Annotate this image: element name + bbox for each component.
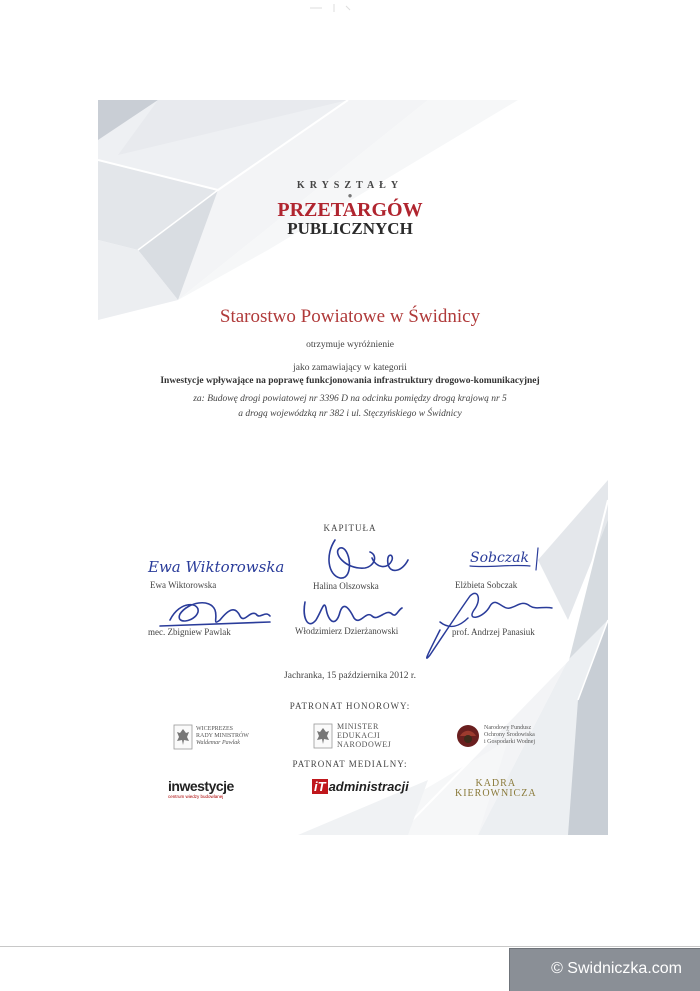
sponsor-1-line-1: WICEPREZES: [196, 726, 233, 732]
reason-line-2: a drogą wojewódzką nr 382 i ul. Stęczyńskiego w Świdnicy: [238, 409, 462, 419]
scan-edge: [0, 946, 700, 947]
sponsor-deputy-pm: [196, 726, 249, 747]
signatures: [140, 530, 580, 670]
media-logo-inwestycje: [168, 778, 234, 799]
member-1: Ewa Wiktorowska: [150, 580, 217, 590]
sponsor-3-line-1: Narodowy Fundusz: [484, 725, 532, 731]
sponsor-3-line-2: Ochrony Środowiska: [484, 732, 535, 738]
media-logo-kadra-kierownicza: [455, 779, 537, 799]
member-5: Włodzimierz Dzierżanowski: [295, 626, 399, 636]
chapter-title: KAPITUŁA: [323, 523, 377, 533]
inwestycje-logo-text: inwestycje: [168, 778, 234, 794]
place-date: Jachranka, 15 października 2012 r.: [284, 671, 416, 681]
member-6: prof. Andrzej Panasiuk: [452, 627, 535, 637]
logo-line-3: PUBLICZNYCH: [287, 219, 413, 238]
inwestycje-logo-sub: centrum wiedzy budowlanej: [168, 794, 224, 799]
honorary-patronage-title: PATRONAT HONOROWY:: [289, 701, 411, 711]
environment-fund-logo-icon: [455, 723, 481, 749]
watermark-text: © Swidniczka.com: [551, 960, 682, 977]
competition-logo: [0, 180, 700, 237]
reason-line-1: za: Budowę drogi powiatowej nr 3396 D na odcinku pomiędzy drogą krajową nr 5: [193, 394, 507, 404]
member-4: mec. Zbigniew Pawlak: [148, 627, 231, 637]
sponsor-2-line-1: MINISTER: [337, 722, 379, 731]
sponsor-3-line-3: i Gospodarki Wodnej: [484, 739, 536, 745]
scan-marks: [300, 0, 380, 14]
category-line: Inwestycje wpływające na poprawę funkcjonowania infrastruktury drogowo-komunikacyjnej: [160, 376, 540, 386]
watermark: [509, 948, 700, 991]
it-badge: iT: [314, 779, 326, 794]
eagle-emblem-icon: [173, 724, 193, 750]
logo-line-1: KRYSZTAŁY: [296, 180, 404, 191]
handwritten-wiktorowska: Ewa Wiktorowska: [148, 558, 285, 576]
eagle-emblem-icon: [313, 723, 333, 749]
member-3: Elżbieta Sobczak: [455, 580, 518, 590]
recipient-name: Starostwo Powiatowe w Świdnicy: [219, 306, 481, 327]
administracji-text: administracji: [328, 779, 409, 794]
sponsor-1-line-3: Waldemar Pawlak: [196, 740, 240, 746]
sponsor-1-line-2: RADY MINISTRÓW: [196, 733, 249, 739]
sponsor-ministry-education: [337, 722, 391, 749]
handwritten-sobczak: Sobczak: [470, 550, 530, 566]
sponsor-2-line-2: EDUKACJI: [337, 731, 381, 740]
kadra-line-2: KIEROWNICZA: [455, 788, 537, 799]
role-line: jako zamawiający w kategorii: [293, 363, 407, 373]
sponsor-environment-fund: [484, 725, 535, 746]
media-logo-it-administracji: [312, 779, 409, 794]
media-patronage-title: PATRONAT MEDIALNY:: [292, 759, 408, 769]
kadra-line-1: KADRA: [475, 778, 517, 789]
logo-dot: ●: [347, 191, 353, 200]
sponsor-2-line-3: NARODOWEJ: [337, 740, 392, 749]
award-line: otrzymuje wyróżnienie: [306, 340, 394, 350]
member-2: Halina Olszowska: [313, 581, 379, 591]
logo-line-2: PRZETARGÓW: [277, 199, 423, 221]
